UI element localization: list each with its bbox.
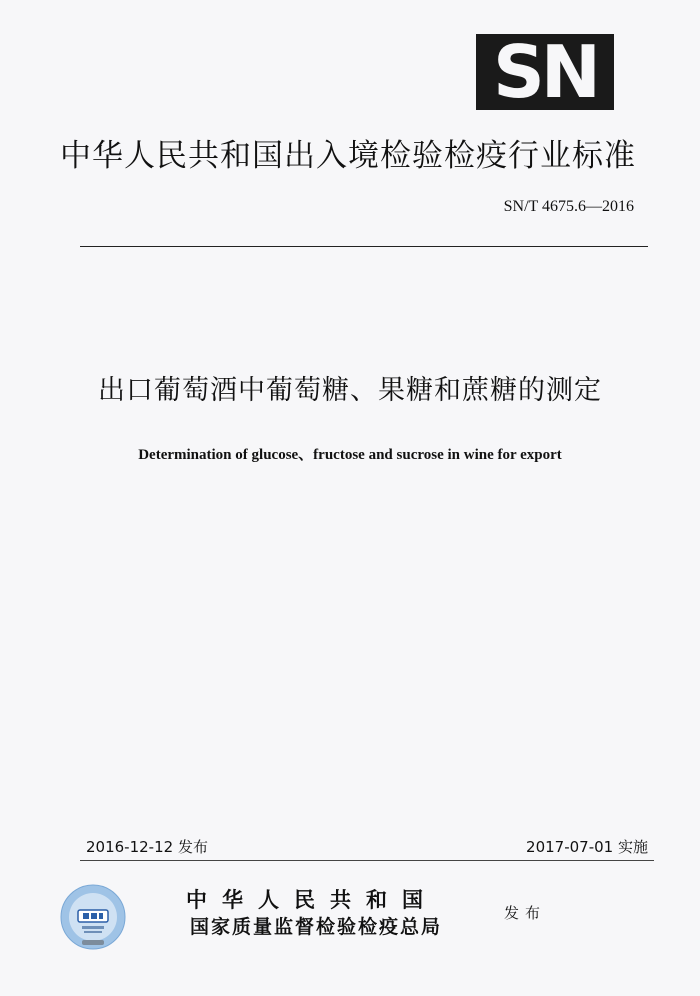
issuer-line-1: 中华人民共和国 — [186, 887, 438, 912]
sn-logo-text: SN — [492, 30, 598, 114]
org-title: 中华人民共和国出入境检验检疫行业标准 — [60, 138, 636, 174]
anti-counterfeit-seal-icon — [60, 884, 126, 950]
sn-logo — [476, 30, 614, 114]
header-divider — [80, 246, 648, 247]
issue-date: 2016-12-12 发布 — [86, 838, 208, 856]
issuer-line-2: 国家质量监督检验检疫总局 — [190, 916, 443, 938]
publish-label: 发布 — [504, 904, 547, 922]
implementation-date: 2017-07-01 实施 — [526, 838, 648, 856]
english-title: Determination of glucose、fructose and sucrose in wine for export — [138, 447, 562, 463]
footer-divider — [80, 860, 654, 861]
standard-number: SN/T 4675.6—2016 — [503, 198, 634, 215]
chinese-title: 出口葡萄酒中葡萄糖、果糖和蔗糖的测定 — [98, 375, 602, 406]
